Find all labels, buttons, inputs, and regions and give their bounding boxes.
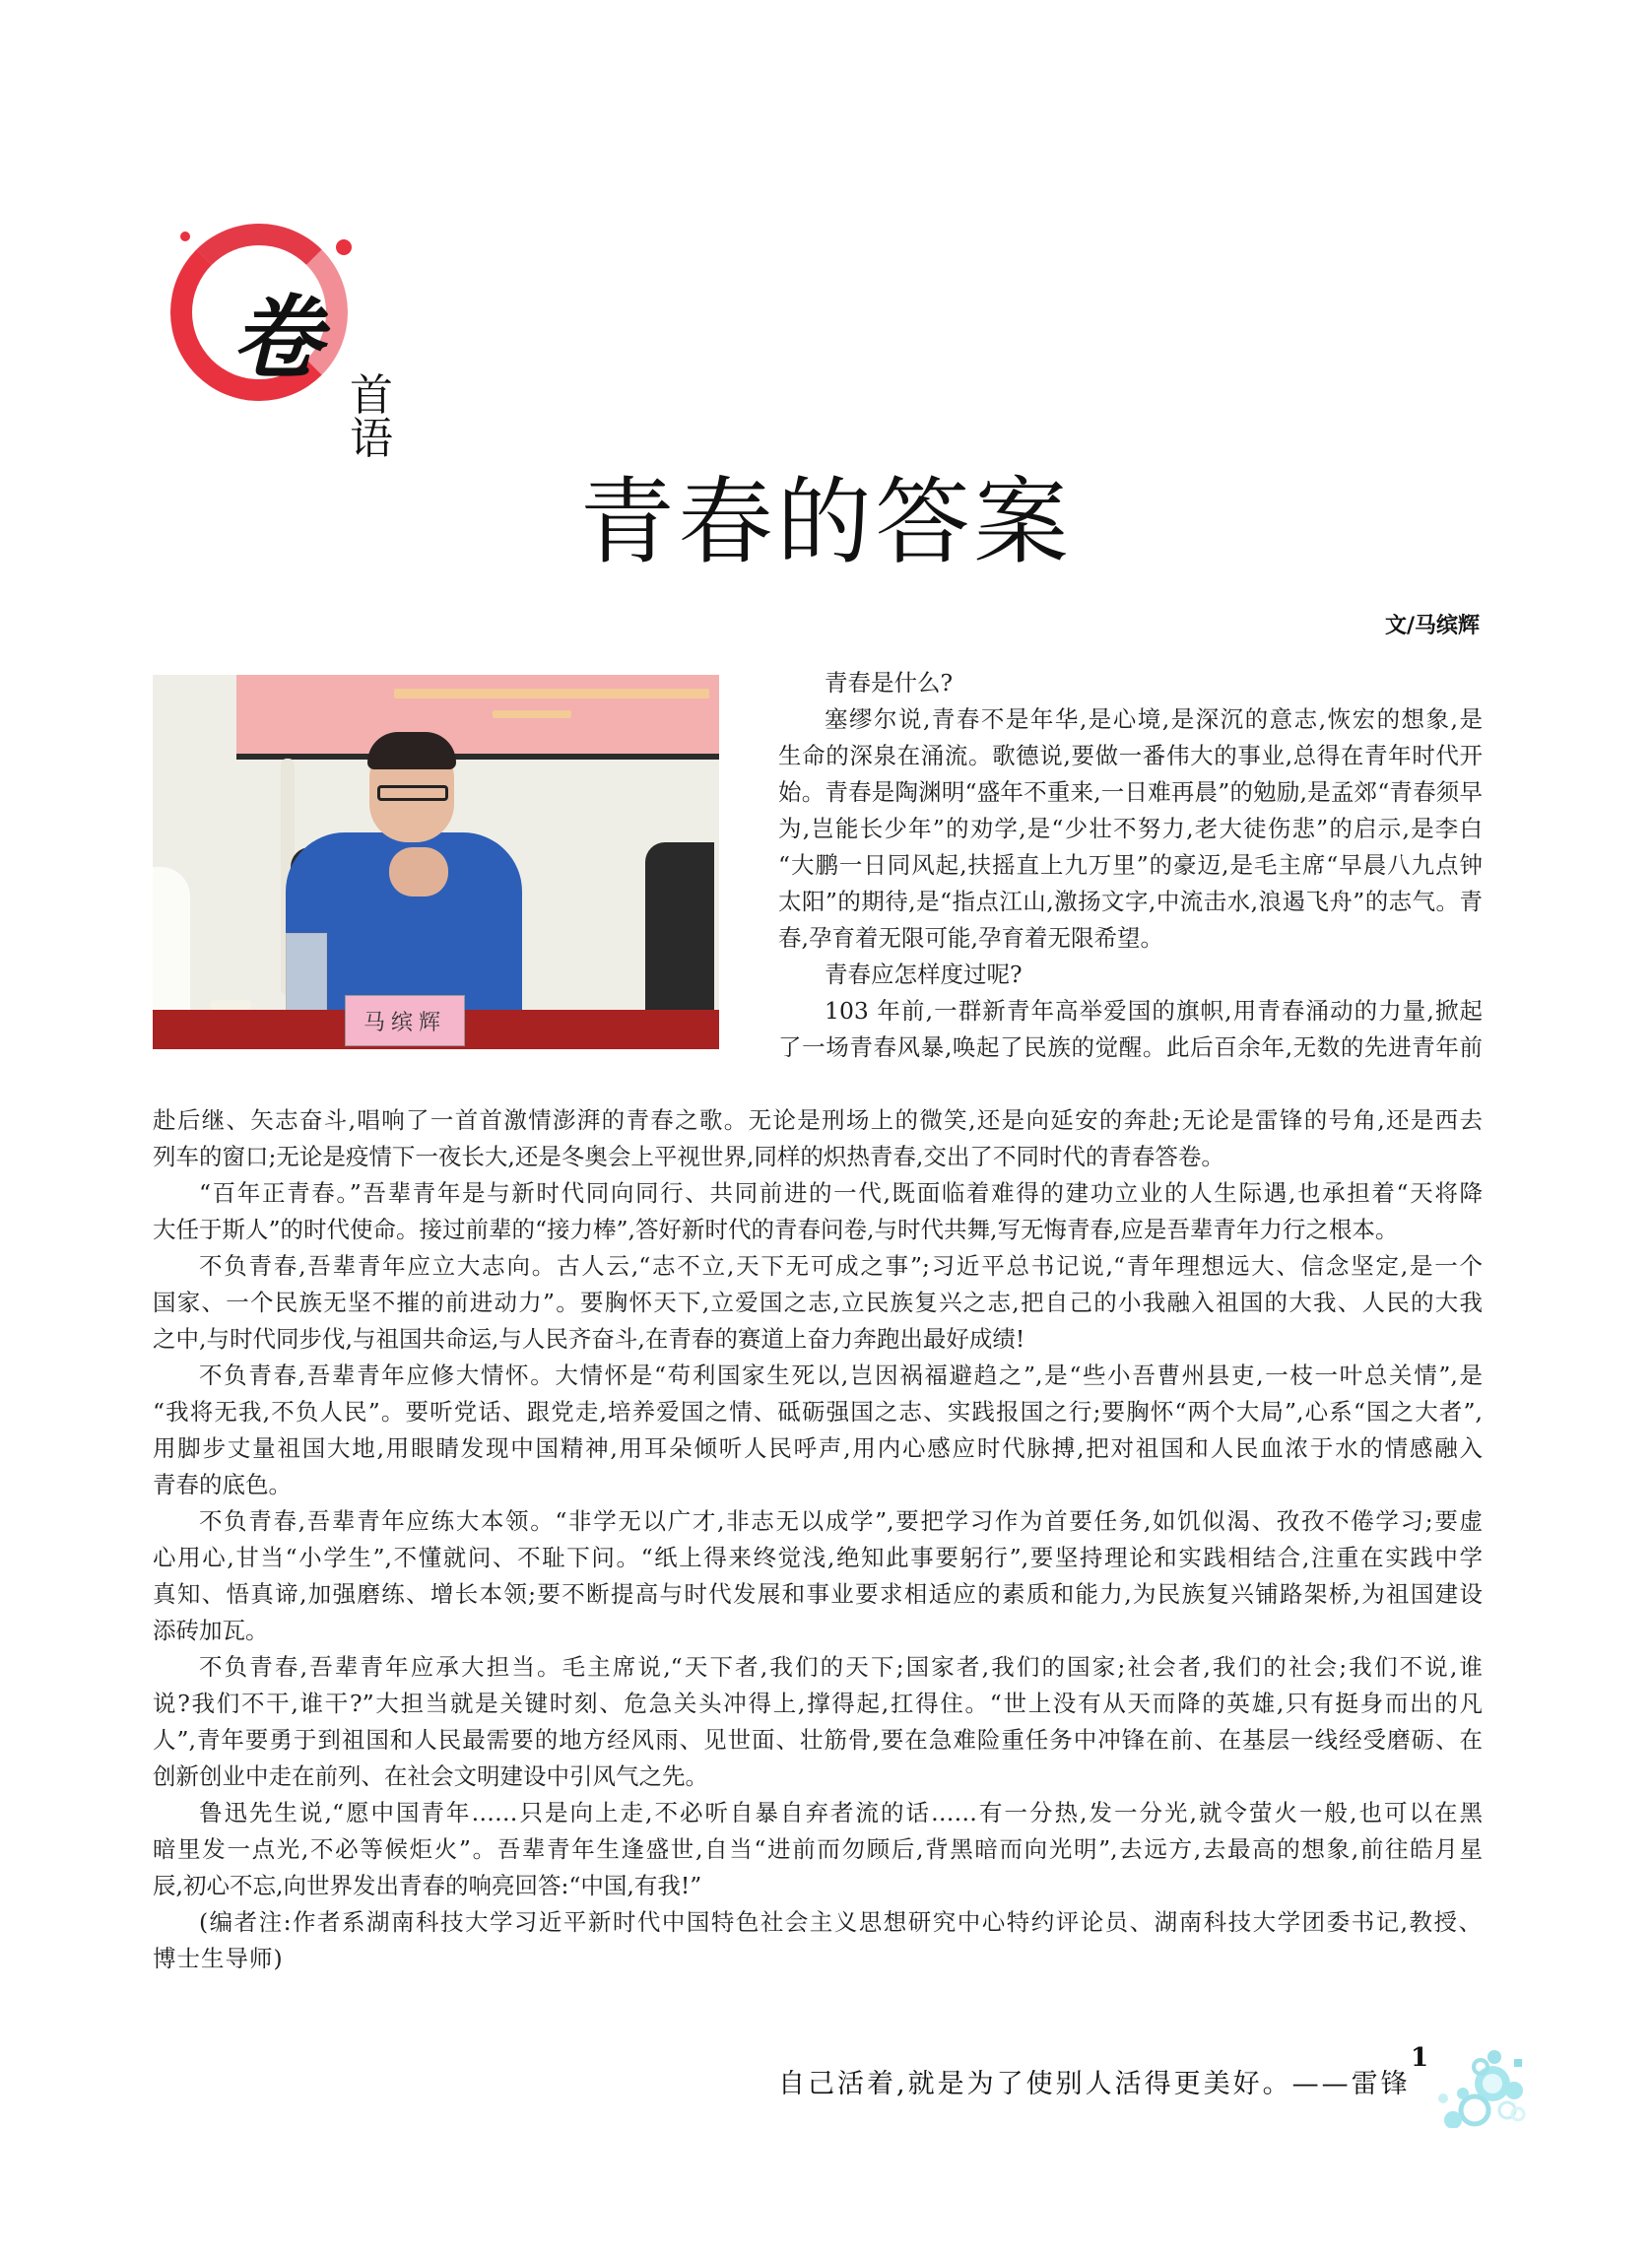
column-label: 首语 [350, 370, 395, 464]
byline: 文/马缤辉 [1384, 614, 1480, 638]
article-title: 青春的答案 [579, 467, 1073, 577]
text-line: 之中,与时代同步伐,与祖国共命运,与人民齐奋斗,在青春的赛道上奋力奔跑出最好成绩! [153, 1325, 1025, 1353]
text-line: 说?我们不干,谁干?”大担当就是关键时刻、危急关头冲得上,撑得起,扛得住。“世上没有从天而降的英雄,只有挺身而出的凡 [153, 1690, 1483, 1717]
text-line: 国家、一个民族无坚不摧的前进动力”。要胸怀天下,立爱国之志,立民族复兴之志,把自己的小我融入祖国的大我、人民的大我 [153, 1289, 1483, 1316]
text-line: 青春的底色。 [153, 1471, 292, 1498]
text-line: 为,岂能长少年”的劝学,是“少壮不努力,老大徒伤悲”的启示,是李白 [778, 815, 1483, 842]
text-line: 不负青春,吾辈青年应承大担当。毛主席说,“天下者,我们的天下;国家者,我们的国家;社会者,我们的社会;我们不说,谁 [199, 1653, 1483, 1681]
text-line: 不负青春,吾辈青年应修大情怀。大情怀是“苟利国家生死以,岂因祸福避趋之”,是“些小吾曹州县吏,一枝一叶总关情”,是 [199, 1361, 1483, 1389]
text-line: “百年正青春。”吾辈青年是与新时代同向同行、共同前进的一代,既面临着难得的建功立业的人生际遇,也承担着“天将降 [199, 1179, 1483, 1207]
text-line: 始。青春是陶渊明“盛年不重来,一日难再晨”的勉励,是孟郊“青春须早 [778, 778, 1483, 806]
text-line: 博士生导师) [153, 1945, 284, 1972]
text-line: 创新创业中走在前列、在社会文明建设中引风气之先。 [153, 1762, 708, 1790]
text-line: 生命的深泉在涌流。歌德说,要做一番伟大的事业,总得在青年时代开 [778, 742, 1483, 769]
ink-dot-icon [180, 232, 190, 241]
column-logo [153, 202, 409, 464]
text-line: 不负青春,吾辈青年应立大志向。古人云,“志不立,天下无可成之事”;习近平总书记说,“青年理想远大、信念坚定,是一个 [199, 1252, 1483, 1280]
text-line: 太阳”的期待,是“指点江山,激扬文字,中流击水,浪遏飞舟”的志气。青 [778, 888, 1483, 915]
body-text [153, 1102, 1483, 1977]
text-line: 人”,青年要勇于到祖国和人民最需要的地方经风雨、见世面、壮筋骨,要在急难险重任务中冲锋在前、在基层一线经受磨砺、在 [153, 1726, 1483, 1754]
footer-quote: 自己活着,就是为了使别人活得更美好。——雷锋 [778, 2069, 1411, 2099]
nameplate: 马缤辉 [345, 995, 465, 1046]
text-line: (编者注:作者系湖南科技大学习近平新时代中国特色社会主义思想研究中心特约评论员、湖南科技大学团委书记,教授、 [199, 1908, 1483, 1936]
text-line: 暗里发一点光,不必等候炬火”。吾辈青年生逢盛世,自当“进前而勿顾后,背黑暗而向光明”,去远方,去最高的想象,前往皓月星 [153, 1835, 1483, 1863]
banner-screen [236, 675, 719, 760]
text-line: 大任于斯人”的时代使命。接过前辈的“接力棒”,答好新时代的青春问卷,与时代共舞,写无悔青春,应是吾辈青年力行之根本。 [153, 1216, 1399, 1243]
page-number: 1 [1411, 2043, 1429, 2073]
text-line: 心用心,甘当“小学生”,不懂就问、不耻下问。“纸上得来终觉浅,绝知此事要躬行”,要坚持理论和实践相结合,注重在实践中学 [153, 1544, 1483, 1571]
author-photo [153, 675, 719, 1049]
text-line: “我将无我,不负人民”。要听党话、跟党走,培养爱国之情、砥砺强国之志、实践报国之行;要胸怀“两个大局”,心系“国之大者”, [153, 1398, 1483, 1426]
ink-dot-icon [336, 239, 352, 255]
text-line: 不负青春,吾辈青年应练大本领。“非学无以广才,非志无以成学”,要把学习作为首要任务,如饥似渴、孜孜不倦学习;要虚 [199, 1507, 1483, 1535]
text-line: 鲁迅先生说,“愿中国青年……只是向上走,不必听自暴自弃者流的话……有一分热,发一分光,就令萤火一般,也可以在黑 [199, 1799, 1483, 1826]
text-line: 真知、悟真谛,加强磨练、增长本领;要不断提高与时代发展和事业要求相适应的素质和能力,为民族复兴铺路架桥,为祖国建设 [153, 1580, 1483, 1608]
water-glass [286, 933, 327, 1014]
text-line: “大鹏一日同风起,扶摇直上九万里”的豪迈,是毛主席“早晨八九点钟 [778, 851, 1483, 879]
column-mark: 卷 [231, 285, 323, 391]
text-line: 赴后继、矢志奋斗,唱响了一首首激情澎湃的青春之歌。无论是刑场上的微笑,还是向延安的奔赴;无论是雷锋的号角,还是西去 [153, 1106, 1483, 1134]
text-line: 青春是什么? [825, 669, 954, 697]
text-line: 添砖加瓦。 [153, 1617, 269, 1644]
text-line: 列车的窗口;无论是疫情下一夜长大,还是冬奥会上平视世界,同样的炽热青春,交出了不同时代的青春答卷。 [153, 1143, 1224, 1170]
text-line: 了一场青春风暴,唤起了民族的觉醒。此后百余年,无数的先进青年前 [778, 1033, 1483, 1061]
right-column-text [778, 665, 1483, 1066]
text-line: 塞缪尔说,青春不是年华,是心境,是深沉的意志,恢宏的想象,是 [825, 705, 1483, 733]
text-line: 103 年前,一群新青年高举爱国的旗帜,用青春涌动的力量,掀起 [825, 997, 1483, 1025]
text-line: 春,孕育着无限可能,孕育着无限希望。 [778, 924, 1163, 952]
bubble-decoration-icon [1433, 2049, 1527, 2128]
text-line: 青春应怎样度过呢? [825, 961, 1023, 988]
text-line: 用脚步丈量祖国大地,用眼睛发现中国精神,用耳朵倾听人民呼声,用内心感应时代脉搏,把对祖国和人民血浓于水的情感融入 [153, 1434, 1483, 1462]
chair [645, 842, 714, 1029]
glasses-icon [377, 785, 448, 801]
text-line: 辰,初心不忘,向世界发出青春的响亮回答:“中国,有我!” [153, 1872, 702, 1899]
